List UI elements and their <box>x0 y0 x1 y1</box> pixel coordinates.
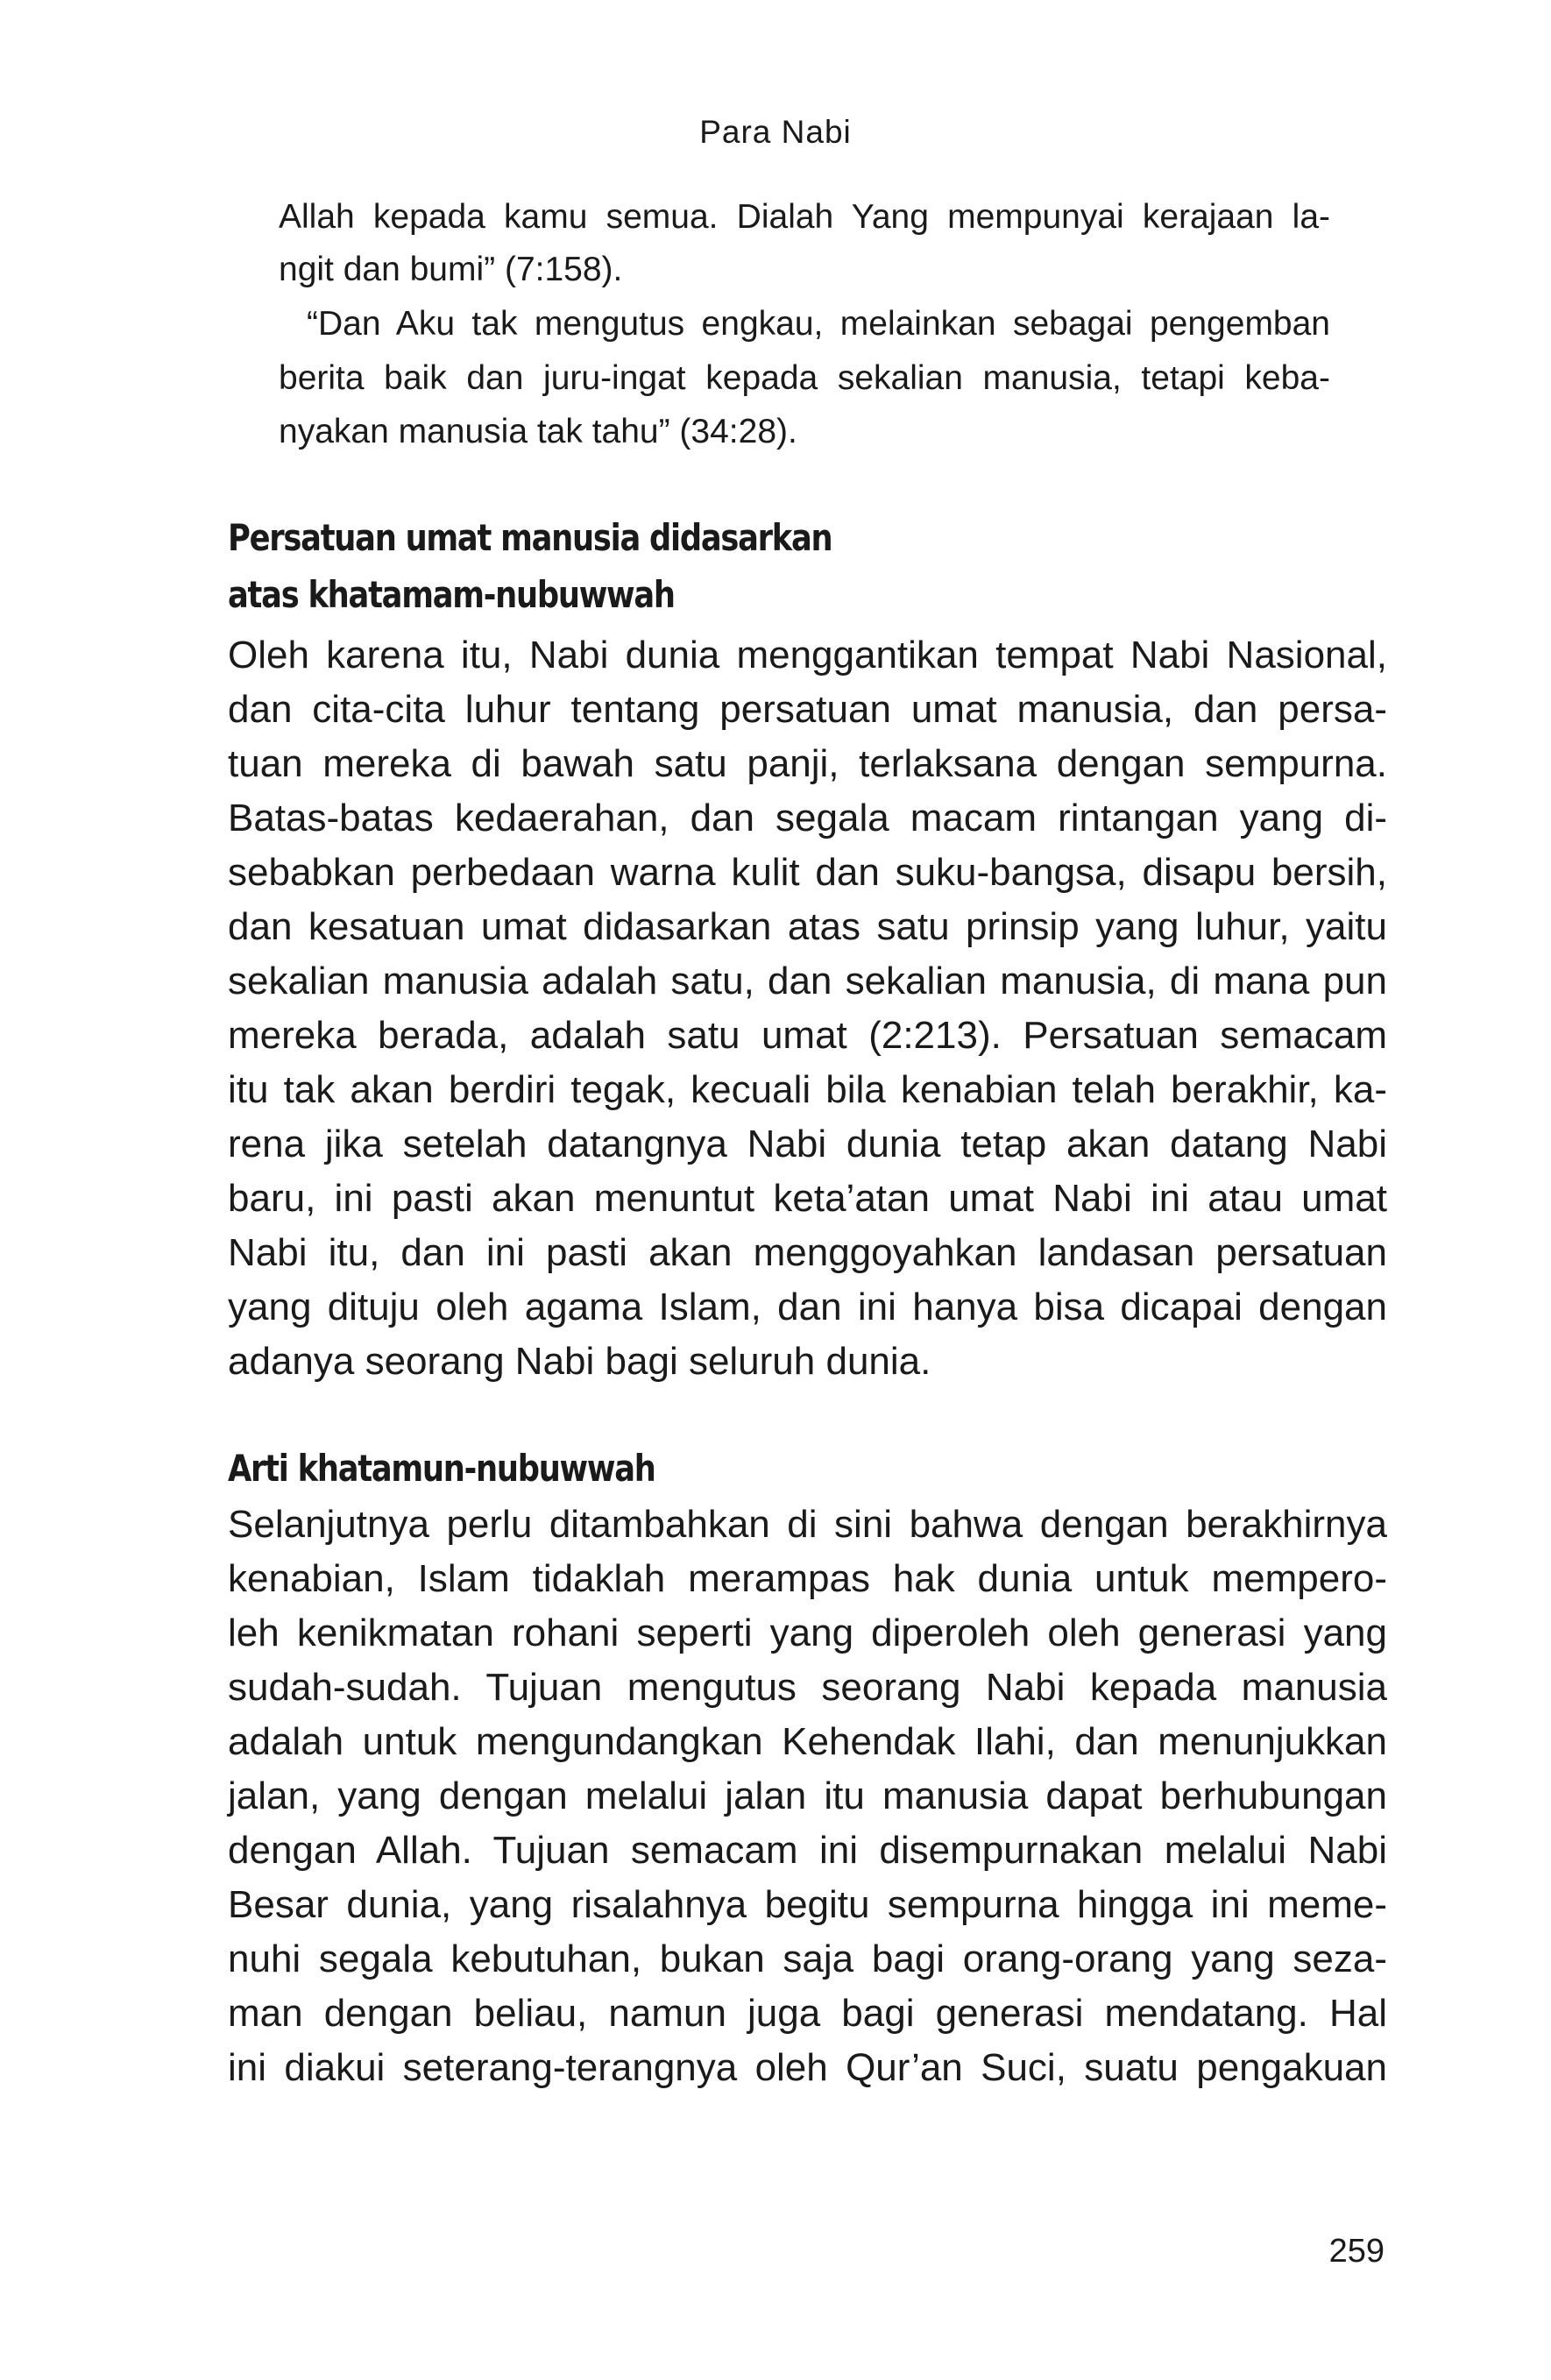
body-line: sekalian manusia adalah satu, dan sekalian manusia, di mana pun <box>228 960 1387 1002</box>
body-line: dan kesatuan umat didasarkan atas satu prinsip yang luhur, yaitu <box>228 905 1387 948</box>
body-line: itu tak akan berdiri tegak, kecuali bila kenabian telah berakhir, ka- <box>228 1068 1387 1111</box>
body-line: Oleh karena itu, Nabi dunia menggantikan tempat Nabi Nasional, <box>228 634 1387 676</box>
body-line: rena jika setelah datangnya Nabi dunia tetap akan datang Nabi <box>228 1123 1387 1165</box>
body-line: Selanjutnya perlu ditambahkan di sini bahwa dengan berakhirnya <box>228 1503 1387 1546</box>
body-line: nuhi segala kebutuhan, bukan saja bagi orang-orang yang seza- <box>228 1937 1387 1980</box>
quote-line: ngit dan bumi” (7:158). <box>279 251 623 288</box>
body-line: Batas-batas kedaerahan, dan segala macam rintangan yang di- <box>228 797 1387 839</box>
quote-line: “Dan Aku tak mengutus engkau, melainkan sebagai pengemban <box>307 305 1330 343</box>
quote-line: Allah kepada kamu semua. Dialah Yang mempunyai kerajaan la- <box>279 198 1330 236</box>
section-heading: Arti khatamun-nubuwwah <box>228 1447 655 1490</box>
body-line: mereka berada, adalah satu umat (2:213). Persatuan semacam <box>228 1014 1387 1057</box>
body-line: leh kenikmatan rohani seperti yang diperoleh oleh generasi yang <box>228 1611 1387 1654</box>
running-head: Para Nabi <box>699 114 852 150</box>
body-line: yang dituju oleh agama Islam, dan ini hanya bisa dicapai dengan <box>228 1286 1387 1328</box>
body-line: ini diakui seterang-terangnya oleh Qur’an Suci, suatu pengakuan <box>228 2046 1387 2089</box>
quote-line: berita baik dan juru-ingat kepada sekalian manusia, tetapi keba- <box>279 359 1330 397</box>
body-line: baru, ini pasti akan menuntut keta’atan umat Nabi ini atau umat <box>228 1177 1387 1220</box>
body-line: dan cita-cita luhur tentang persatuan umat manusia, dan persa- <box>228 688 1387 731</box>
body-line: Besar dunia, yang risalahnya begitu sempurna hingga ini meme- <box>228 1883 1387 1926</box>
body-line: kenabian, Islam tidaklah merampas hak dunia untuk mempero- <box>228 1557 1387 1600</box>
body-line: jalan, yang dengan melalui jalan itu manusia dapat berhubungan <box>228 1774 1387 1817</box>
quote-line: nyakan manusia tak tahu” (34:28). <box>279 413 797 450</box>
page-number: 259 <box>1328 2233 1385 2270</box>
body-line: adalah untuk mengundangkan Kehendak Ilahi, dan menunjukkan <box>228 1720 1387 1763</box>
body-line: sebabkan perbedaan warna kulit dan suku-bangsa, disapu bersih, <box>228 851 1387 894</box>
body-line: tuan mereka di bawah satu panji, terlaksana dengan sempurna. <box>228 742 1387 785</box>
body-line: adanya seorang Nabi bagi seluruh dunia. <box>228 1340 931 1383</box>
body-line: dengan Allah. Tujuan semacam ini disempurnakan melalui Nabi <box>228 1829 1387 1872</box>
body-line: man dengan beliau, namun juga bagi generasi mendatang. Hal <box>228 1992 1387 2035</box>
section-heading: atas khatamam-nubuwwah <box>228 573 675 616</box>
body-line: Nabi itu, dan ini pasti akan menggoyahkan landasan persatuan <box>228 1231 1387 1274</box>
body-line: sudah-sudah. Tujuan mengutus seorang Nabi kepada manusia <box>228 1666 1387 1709</box>
section-heading: Persatuan umat manusia didasarkan <box>228 516 832 559</box>
